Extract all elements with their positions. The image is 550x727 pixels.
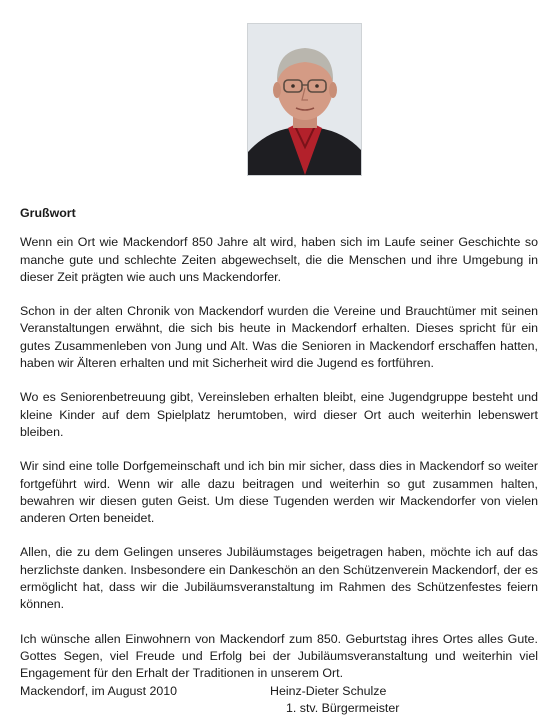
place-date: Mackendorf, im August 2010	[20, 684, 178, 698]
portrait-photo	[247, 23, 362, 176]
paragraph-2: Schon in der alten Chronik von Mackendorf wurden die Vereine und Brauchtümer mit seinen Veranstaltungen erwähnt, die sich bis heute in Mackendorf erhalten. Dieses spricht für ein gutes Zusammenleben von Jung und Alt. Was die Senioren in Mackendorf erschaffen hatten, haben wir Älteren erhalten und mit Sicherheit wird die Jugend es fortführen.	[20, 304, 538, 371]
paragraph-6: Ich wünsche allen Einwohnern von Mackendorf zum 850. Geburtstag ihres Ortes alles Gute. Gottes Segen, viel Freude und Erfolg bei der Jubiläumsveranstaltung und weiterhin viel Engagement für den Erhalt der Traditionen in unserem Ort.	[20, 631, 538, 681]
letter-body	[20, 205, 538, 700]
paragraph-3: Wo es Seniorenbetreuung gibt, Vereinsleben erhalten bleibt, eine Jugendgruppe besteht und kleine Kinder auf dem Spielplatz herumtoben, wird dieser Ort auch weiterhin lebenswert bleiben.	[20, 390, 538, 439]
signer-role: 1. stv. Bürgermeister	[286, 701, 400, 715]
paragraph-5: Allen, die zu dem Gelingen unseres Jubiläumstages beigetragen haben, möchte ich auf das herzlichste danken. Insbesondere ein Dankeschön an den Schützenverein Mackendorf, der es ermöglicht hat, dass wir die Jubiläumsveranstaltung im Rahmen des Schützenfestes feiern können.	[20, 545, 538, 612]
signer-name: Heinz-Dieter Schulze	[270, 684, 387, 698]
paragraph-4: Wir sind eine tolle Dorfgemeinschaft und ich bin mir sicher, dass dies in Mackendorf so weiter fortgeführt wird. Wenn wir alle dazu beitragen und weiterhin so gut zusammen halten, bewahren wir diesen guten Geist. Um diese Tugenden werden wir Mackendorfer von vielen anderen Orten beneidet.	[20, 459, 538, 526]
paragraph-1: Wenn ein Ort wie Mackendorf 850 Jahre alt wird, haben sich im Laufe seiner Geschichte so manche gute und schlechte Zeiten abgewechselt, die die Menschen und ihre Umgebung in dieser Zeit prägten wie auch uns Mackendorfer.	[20, 235, 538, 284]
letter-heading: Grußwort	[20, 206, 76, 220]
